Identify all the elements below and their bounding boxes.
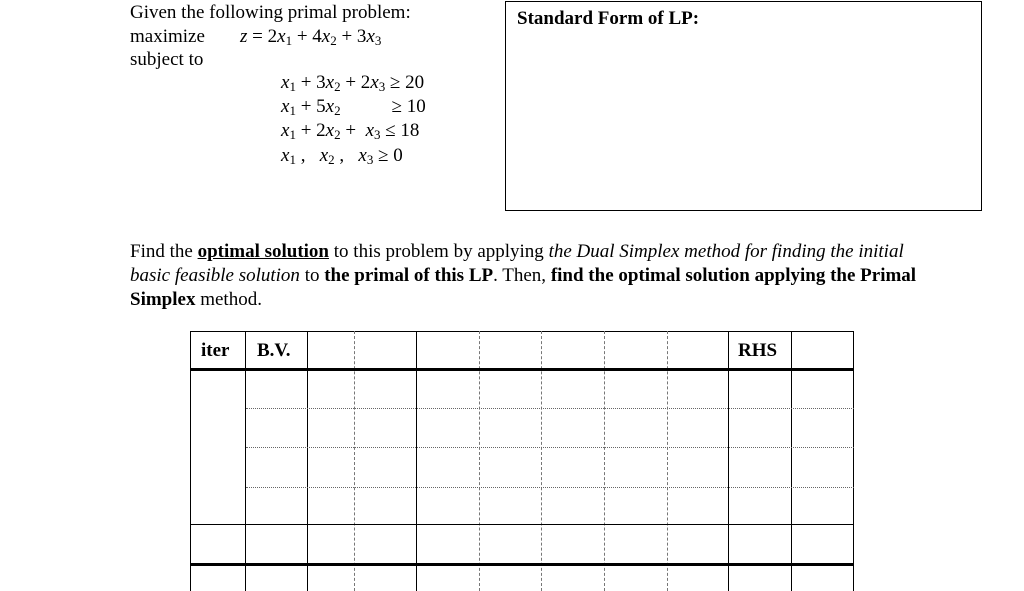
row-divider-1	[246, 408, 854, 409]
simplex-tableau[interactable]	[190, 331, 854, 591]
constraint-2: $x_1 + 5x_2 \ge 10$	[281, 96, 426, 118]
iteration-separator-2	[190, 563, 854, 566]
iteration-separator-1	[190, 524, 854, 525]
constraint-nonneg: $x_1$ , $x_2$ , $x_3 \ge 0$	[281, 145, 403, 167]
header-bv: B.V.	[257, 340, 291, 361]
instr-primal-simplex: find the optimal solution applying the Primal Simplex	[130, 265, 917, 310]
objective-word: maximize	[130, 26, 205, 47]
instr-text-3: to	[299, 265, 325, 286]
row-divider-3	[246, 487, 854, 488]
standard-form-title: Standard Form of LP:	[517, 8, 700, 29]
instr-optimal-solution: optimal solution	[197, 241, 330, 262]
problem-intro: Given the following primal problem:	[130, 2, 411, 23]
objective-expression: $z = 2x_1 + 4x_2 + 3x_3$	[240, 26, 382, 48]
header-rhs: RHS	[738, 340, 778, 361]
instr-text-2: to this problem by applying	[329, 241, 549, 262]
merged-cell[interactable]	[246, 526, 307, 562]
standard-form-box[interactable]	[505, 1, 982, 211]
instr-primal-lp: the primal of this LP	[324, 265, 494, 286]
instructions-paragraph	[130, 240, 930, 312]
instr-dual-simplex: the Dual Simplex method for finding the initial basic feasible solution	[130, 241, 904, 286]
constraint-3: $x_1 + 2x_2 + x_3 \le 18$	[281, 120, 420, 142]
row-divider-2	[246, 447, 854, 448]
header-separator	[190, 368, 854, 371]
instr-text-1: Find the	[130, 241, 198, 262]
instr-text-4: . Then,	[493, 265, 551, 286]
constraint-1: $x_1 + 3x_2 + 2x_3 \ge 20$	[281, 72, 425, 94]
subject-to-label: subject to	[130, 49, 204, 70]
header-iter: iter	[201, 340, 230, 361]
instr-text-5: method.	[195, 289, 262, 310]
